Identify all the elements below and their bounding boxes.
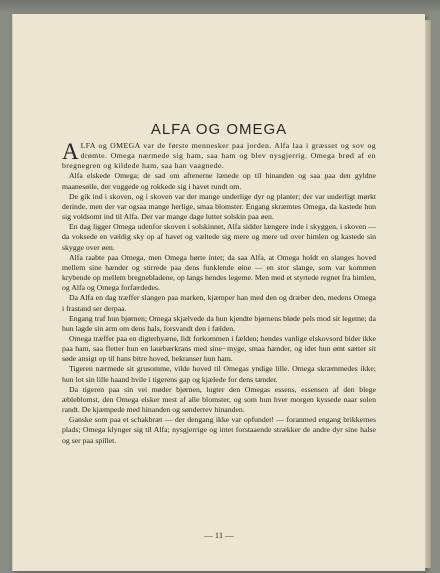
paragraph: Tigeren nærmede sit grusomme, vilde hoved til Omegas yndige lille. Omega skræmmedes ikke; hun lot sin lille haand hvile i tigerens gap og kjælede for dens tænder.	[62, 364, 376, 384]
paragraph: Alfa raabte paa Omega, men Omega hørte intet; da saa Alfa, at Omega holdt en slanges hoved mellem sine hænder og stirrede paa dens funklende øine — en stor slange, som var kommen krybende op mellem bregnebladene, op langs hendes legeme. Men med et styrtede regnet fra himlen, og Alfa og Omega forfærdedes.	[62, 252, 376, 293]
paragraph: Da Alfa en dag træffer slangen paa marken, kjæmper han med den og dræber den, medens Omega i frastand ser derpaa.	[62, 293, 376, 313]
paragraph: En dag ligger Omega udenfor skoven i solskinnet, Alfa sidder længere inde i skyggen, i skoven — da voksede en vældig sky op af havet og væltede sig mere og mere ud over himlen og kastede sin skygge over øen.	[62, 222, 376, 252]
book-page	[12, 14, 425, 571]
paragraph: Omega træffer paa en digterhyæne, lidt forkommen i fælden; hendes vanlige elskovsord bider ikke paa ham, saa fletter hun en laurbærkrans med sine ̶ myge, smaa hænder, og idet hun ømt sætter sit søde ansigt op til hans bitre hoved, bekranser hun ham.	[62, 333, 376, 364]
paragraph: De gik ind i skoven, og i skoven var der mange underlige dyr og planter; der var underligt mørkt derinde, men der var ogsaa mange herlige, smaa blomster. Engang skræmtes Omega, da kastede hun sig voldsomt ind til Alfa. Der var mange dage lutter solskin paa øen.	[62, 191, 376, 222]
paragraph: Alfa elskede Omega; de sad om aftenerne lænede op til hinanden og saa paa den gyldne maanesøile, der vuggede og rokkede sig i havet rundt om.	[62, 171, 376, 191]
opening-text: LFA og OMEGA var de første mennesker paa jorden. Alfa laa i græsset og sov og drømte. Omega nærmede sig ham, saa ham og blev nysgjerrig. Omega brød af en bregnegren og kildede ham, saa han vaagnede.	[62, 141, 376, 171]
drop-cap: A	[62, 139, 79, 164]
chapter-title: ALFA OG OMEGA	[150, 121, 288, 138]
scan-backdrop	[0, 0, 440, 14]
chapter-body	[62, 141, 376, 446]
paragraph: Da tigeren paa sin vei møder bjørnen, lugter den Omegas essens, essensen af den blege æbleblomst, den Omega elsker mest af alle blomster, og som hun hver morgen kyssede naar solen randt. De kjæmpede med hinanden og sønderrev hinanden.	[62, 384, 376, 415]
paragraph: Ganske som paa et schakbræt — der dengang ikke var opfundet! — foranmed engang brikkernes plads; Omega klynger sig til Alfa; nysgjerrige og intet forstaaende strækker de andre dyr sine halse og ser paa spillet.	[62, 415, 376, 445]
paragraph: Engang traf hun bjørnen; Omega skjælvede da hun kjendte bjørnens bløde pels mod sit legeme; da hun lagde sin arm om dens hals, forsvandt den i fælden.	[62, 313, 376, 333]
page-edge	[425, 20, 431, 568]
opening-paragraph	[62, 141, 376, 171]
page-number: — 11 —	[204, 530, 234, 540]
